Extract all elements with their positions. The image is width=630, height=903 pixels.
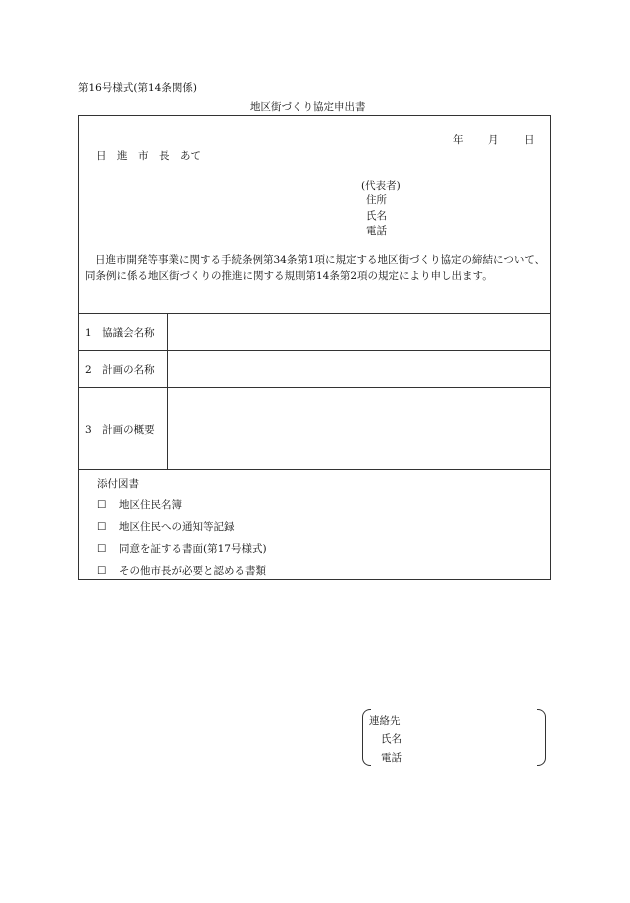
application-form — [78, 115, 551, 580]
contact-heading: 連絡先 — [369, 715, 401, 727]
divider — [79, 469, 550, 470]
plan-name-label: 2 計画の名称 — [85, 364, 155, 376]
plan-summary-label: 3 計画の概要 — [85, 424, 155, 436]
contact-phone-label: 電話 — [381, 752, 402, 764]
attachment-label: 地区住民名簿 — [119, 499, 182, 511]
checkbox-icon[interactable]: ☐ — [97, 543, 107, 555]
right-bracket — [537, 709, 546, 766]
attachment-label: 地区住民への通知等記録 — [119, 521, 235, 533]
attachment-label: 同意を証する書面(第17号様式) — [119, 543, 267, 555]
name-label: 氏名 — [366, 210, 387, 222]
council-name-label: 1 協議会名称 — [85, 327, 155, 339]
attachment-item[interactable] — [97, 497, 182, 512]
phone-label: 電話 — [366, 225, 387, 237]
plan-summary-field[interactable] — [168, 388, 551, 469]
contact-block — [362, 709, 546, 766]
attachment-item[interactable] — [97, 563, 266, 578]
date-year-label: 年 — [453, 134, 464, 146]
address-label: 住所 — [366, 194, 387, 206]
date-month-label: 月 — [488, 134, 499, 146]
attachment-label: その他市長が必要と認める書類 — [119, 565, 266, 577]
page-title: 地区街づくり協定申出書 — [250, 101, 366, 113]
plan-name-field[interactable] — [168, 351, 551, 387]
attachment-item[interactable] — [97, 519, 235, 534]
form-number: 第16号様式(第14条関係) — [78, 82, 197, 94]
application-statement: 日進市開発等事業に関する手続条例第34条第1項に規定する地区街づくり協定の締結について、同条例に係る地区街づくりの推進に関する規則第14条第2項の規定により申し出ます。 — [85, 254, 546, 282]
checkbox-icon[interactable]: ☐ — [97, 565, 107, 577]
checkbox-icon[interactable]: ☐ — [97, 521, 107, 533]
attachment-item[interactable] — [97, 541, 267, 556]
checkbox-icon[interactable]: ☐ — [97, 499, 107, 511]
contact-name-label: 氏名 — [381, 733, 402, 745]
attachments-heading: 添付図書 — [97, 478, 139, 490]
council-name-field[interactable] — [168, 314, 551, 350]
representative-label: (代表者) — [361, 180, 401, 192]
date-day-label: 日 — [524, 134, 535, 146]
addressee: 日 進 市 長 あて — [96, 150, 201, 162]
